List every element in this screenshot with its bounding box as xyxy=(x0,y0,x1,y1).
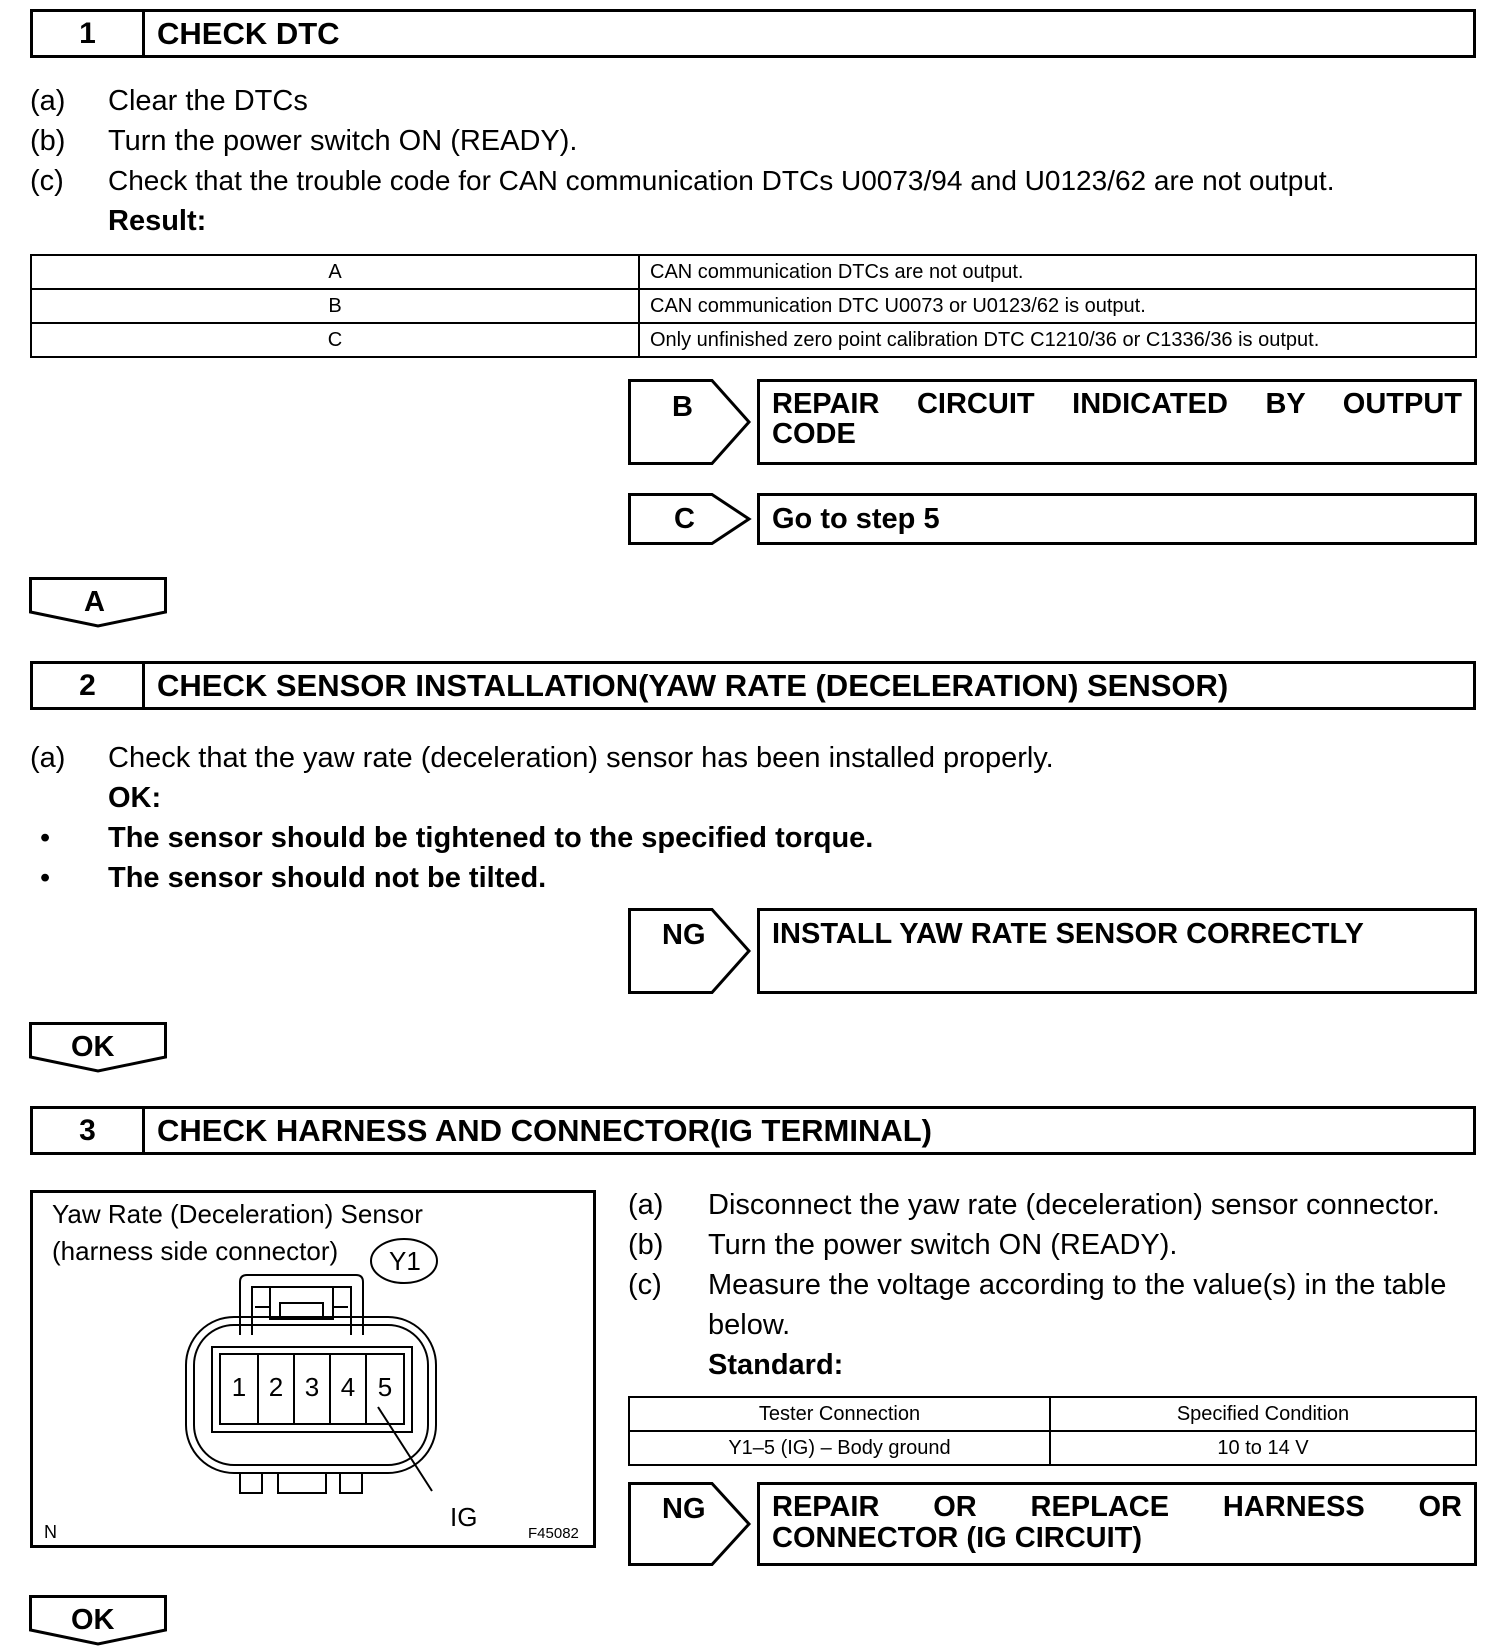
bullet-dot: • xyxy=(40,862,51,894)
step-1-header xyxy=(30,9,1476,58)
continue-ok-label: OK xyxy=(71,1604,115,1636)
branch-b-label: B xyxy=(672,391,693,423)
result-code: C xyxy=(31,323,639,357)
bullet-dot: • xyxy=(40,822,51,854)
standard-table xyxy=(628,1396,1477,1466)
item-text: Turn the power switch ON (READY). xyxy=(108,125,578,157)
step-number: 1 xyxy=(33,12,145,55)
pin-label: 2 xyxy=(268,1372,284,1402)
ng-label: NG xyxy=(662,1493,706,1525)
table-header-row xyxy=(629,1397,1476,1431)
table-header: Tester Connection xyxy=(629,1397,1050,1431)
pin-label: 1 xyxy=(231,1372,247,1402)
result-desc: CAN communication DTCs are not output. xyxy=(639,255,1476,289)
table-row xyxy=(629,1431,1476,1465)
ng-result-line1: REPAIR OR REPLACE HARNESS OR xyxy=(772,1491,1462,1523)
item-label: (a) xyxy=(30,85,66,117)
result-desc: CAN communication DTC U0073 or U0123/62 is output. xyxy=(639,289,1476,323)
step-title: CHECK SENSOR INSTALLATION(YAW RATE (DECELERATION) SENSOR) xyxy=(157,667,1229,703)
table-row xyxy=(31,323,1476,357)
item-label: (a) xyxy=(30,742,66,774)
ng-label: NG xyxy=(662,919,706,951)
table-row xyxy=(31,255,1476,289)
result-heading: Result: xyxy=(108,205,207,237)
step-title: CHECK HARNESS AND CONNECTOR(IG TERMINAL) xyxy=(157,1112,932,1148)
branch-b-result-line2: CODE xyxy=(772,418,856,450)
result-desc: Only unfinished zero point calibration DTC C1210/36 or C1336/36 is output. xyxy=(639,323,1476,357)
item-text: Measure the voltage according to the value(s) in the table xyxy=(708,1269,1447,1301)
ok-heading: OK: xyxy=(108,782,162,814)
item-text: Check that the yaw rate (deceleration) sensor has been installed properly. xyxy=(108,742,1054,774)
item-text: Disconnect the yaw rate (deceleration) sensor connector. xyxy=(708,1189,1440,1221)
standard-heading: Standard: xyxy=(708,1349,844,1381)
pin-label: 5 xyxy=(377,1372,393,1402)
table-row xyxy=(31,289,1476,323)
item-text: Clear the DTCs xyxy=(108,85,308,117)
step-number: 2 xyxy=(33,664,145,707)
pin-label: 3 xyxy=(304,1372,320,1402)
ng-result-line2: CONNECTOR (IG CIRCUIT) xyxy=(772,1522,1143,1554)
connector-id-label: Y1 xyxy=(389,1246,421,1276)
continue-ok-label: OK xyxy=(71,1031,115,1063)
item-label: (a) xyxy=(628,1189,664,1221)
branch-b-result-line1: REPAIR CIRCUIT INDICATED BY OUTPUT xyxy=(772,388,1462,420)
bullet-text: The sensor should not be tilted. xyxy=(108,862,547,894)
result-code: B xyxy=(31,289,639,323)
pin-label: 4 xyxy=(340,1372,356,1402)
table-cell: Y1–5 (IG) – Body ground xyxy=(629,1431,1050,1465)
continue-a-label: A xyxy=(84,586,105,618)
branch-c-label: C xyxy=(674,503,695,535)
figure-code: F45082 xyxy=(528,1525,579,1542)
item-text: Check that the trouble code for CAN communication DTCs U0073/94 and U0123/62 are not output. xyxy=(108,165,1335,196)
table-header: Specified Condition xyxy=(1050,1397,1476,1431)
table-cell: 10 to 14 V xyxy=(1050,1431,1476,1465)
ig-terminal-label: IG xyxy=(450,1502,478,1532)
ng-result-text: INSTALL YAW RATE SENSOR CORRECTLY xyxy=(772,918,1364,950)
branch-c-result-text: Go to step 5 xyxy=(772,503,940,535)
result-table xyxy=(30,254,1477,358)
item-label: (b) xyxy=(628,1229,664,1261)
item-label: (b) xyxy=(30,125,66,157)
bullet-text: The sensor should be tightened to the specified torque. xyxy=(108,822,874,854)
step-2-header xyxy=(30,661,1476,710)
item-label: (c) xyxy=(628,1269,662,1301)
step-number: 3 xyxy=(33,1109,145,1152)
diagram-title-line2: (harness side connector) xyxy=(52,1236,339,1266)
diagram-corner-label: N xyxy=(44,1522,57,1542)
diagram-title-line1: Yaw Rate (Deceleration) Sensor xyxy=(52,1199,423,1229)
item-label: (c) xyxy=(30,165,64,197)
result-code: A xyxy=(31,255,639,289)
item-text: Turn the power switch ON (READY). xyxy=(708,1229,1178,1261)
step-title: CHECK DTC xyxy=(157,15,340,51)
item-text-continued: below. xyxy=(708,1309,791,1341)
step-3-header xyxy=(30,1106,1476,1155)
